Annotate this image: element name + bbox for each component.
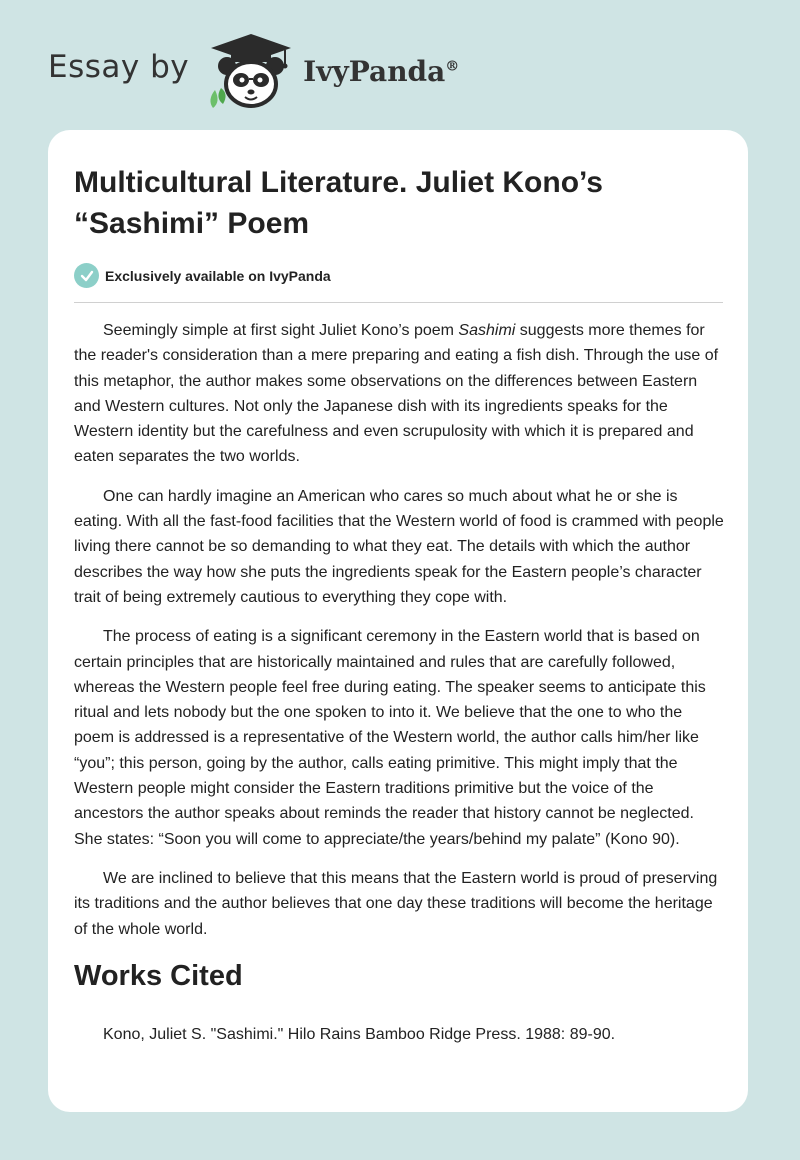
essay-body	[74, 318, 724, 956]
paragraph-1: Seemingly simple at first sight Juliet Kono’s poem Sashimi suggests more themes for the reader's consideration than a mere preparing and eating a fish dish. Through the use of this metaphor, the author makes some observations on the differences between Eastern and Western cultures. Not only the Japanese dish with its ingredients speaks for the Western identity but the carefulness and even scrupulosity with which it is prepared and eaten separates the two worlds.	[74, 322, 719, 466]
badge-label: Exclusively available on IvyPanda	[105, 267, 331, 284]
essay-card	[48, 130, 748, 1112]
panda-logo-icon[interactable]	[205, 30, 297, 110]
works-cited-heading: Works Cited	[74, 960, 243, 992]
page-title: Multicultural Literature. Juliet Kono’s “Sashimi” Poem	[74, 166, 603, 240]
citation-entry: Kono, Juliet S. "Sashimi." Hilo Rains Bamboo Ridge Press. 1988: 89-90.	[103, 1026, 616, 1043]
check-icon	[74, 263, 99, 288]
site-header	[48, 30, 748, 110]
exclusive-badge	[74, 263, 331, 288]
divider	[74, 302, 723, 303]
essay-by-label: Essay by	[48, 49, 190, 85]
paragraph-4: We are inclined to believe that this means that the Eastern world is proud of preserving its traditions and the author believes that one day these traditions will become the heritage of the whole world.	[74, 869, 718, 938]
paragraph-3: The process of eating is a significant ceremony in the Eastern world that is based on certain principles that are historically maintained and rules that are carefully followed, whereas the Western people feel free during eating. The speaker seems to anticipate this ritual and lets nobody but the one spoken to into it. We believe that the one to who the poem is addressed is a representative of the Western world, the author calls him/her like “you”; this person, going by the author, calls eating primitive. This might imply that the Western people might consider the Eastern traditions primitive but the voice of the ancestors the author speaks about reminds the reader that history cannot be neglected. She states: “Soon you will come to appreciate/the years/behind my palate” (Kono 90).	[74, 628, 706, 848]
paragraph-2: One can hardly imagine an American who cares so much about what he or she is eating. With all the fast-food facilities that the Western world of food is crammed with people living there cannot be so demanding to what they eat. The details with which the author describes the way how she puts the ingredients speak for the Eastern people’s character trait of being extremely cautious to everything they cope with.	[74, 487, 724, 606]
brand-name[interactable]: IvyPanda®	[303, 54, 460, 88]
